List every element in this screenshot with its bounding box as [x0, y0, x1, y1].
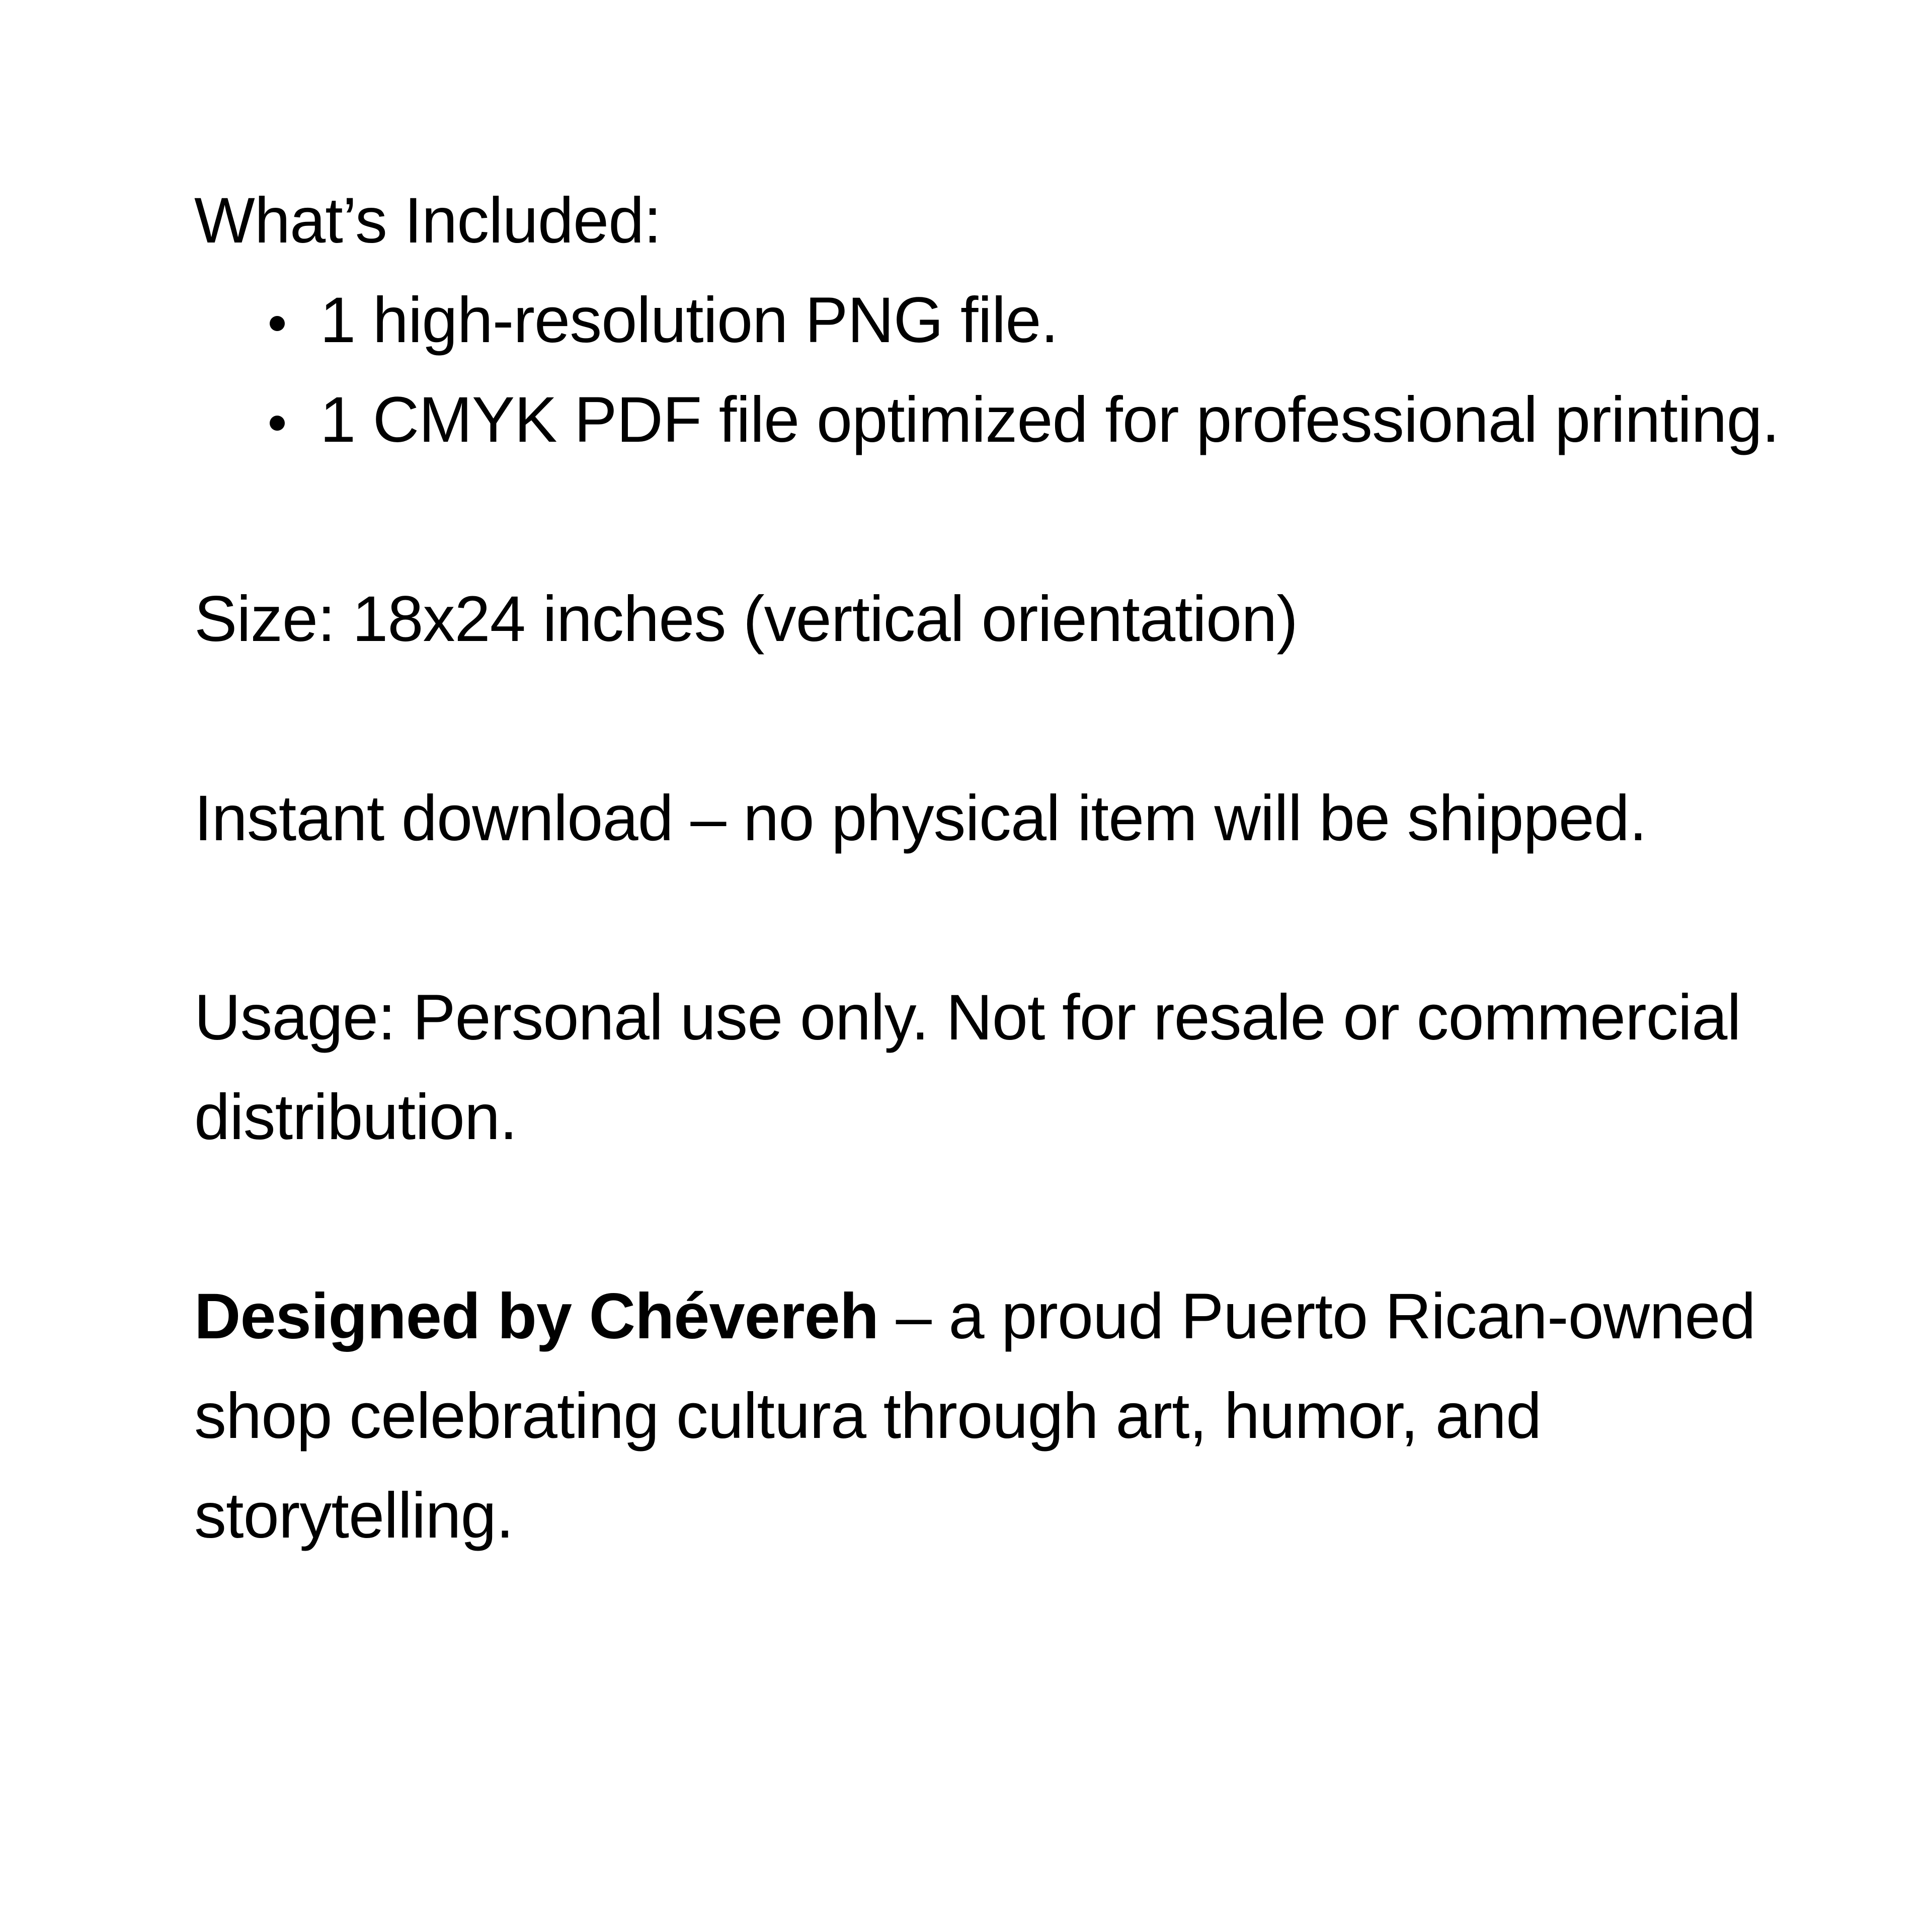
spacer	[194, 1167, 1834, 1267]
list-item	[194, 271, 1834, 370]
designer-description: – a proud Puerto Rican-owned shop celebrating cultura through art, humor, and storytelling.	[194, 1280, 1755, 1552]
list-item-text: 1 CMYK PDF file optimized for professional printing.	[320, 384, 1780, 456]
download-info: Instant download – no physical item will be shipped.	[194, 782, 1647, 854]
list-item-text: 1 high-resolution PNG file.	[320, 284, 1059, 356]
designer-name: Designed by Chévereh	[194, 1280, 878, 1352]
usage-info: Usage: Personal use only. Not for resale or commercial distribution.	[194, 982, 1741, 1153]
bullet-icon	[270, 416, 285, 431]
designer-info	[194, 1267, 1834, 1566]
spacer	[194, 868, 1834, 968]
list-item	[194, 370, 1834, 470]
included-list	[194, 271, 1834, 470]
included-heading: What’s Included:	[194, 185, 661, 257]
spacer	[194, 470, 1834, 570]
product-details	[194, 171, 1834, 1566]
bullet-icon	[270, 316, 285, 331]
spacer	[194, 669, 1834, 769]
size-info: Size: 18x24 inches (vertical orientation)	[194, 583, 1298, 655]
